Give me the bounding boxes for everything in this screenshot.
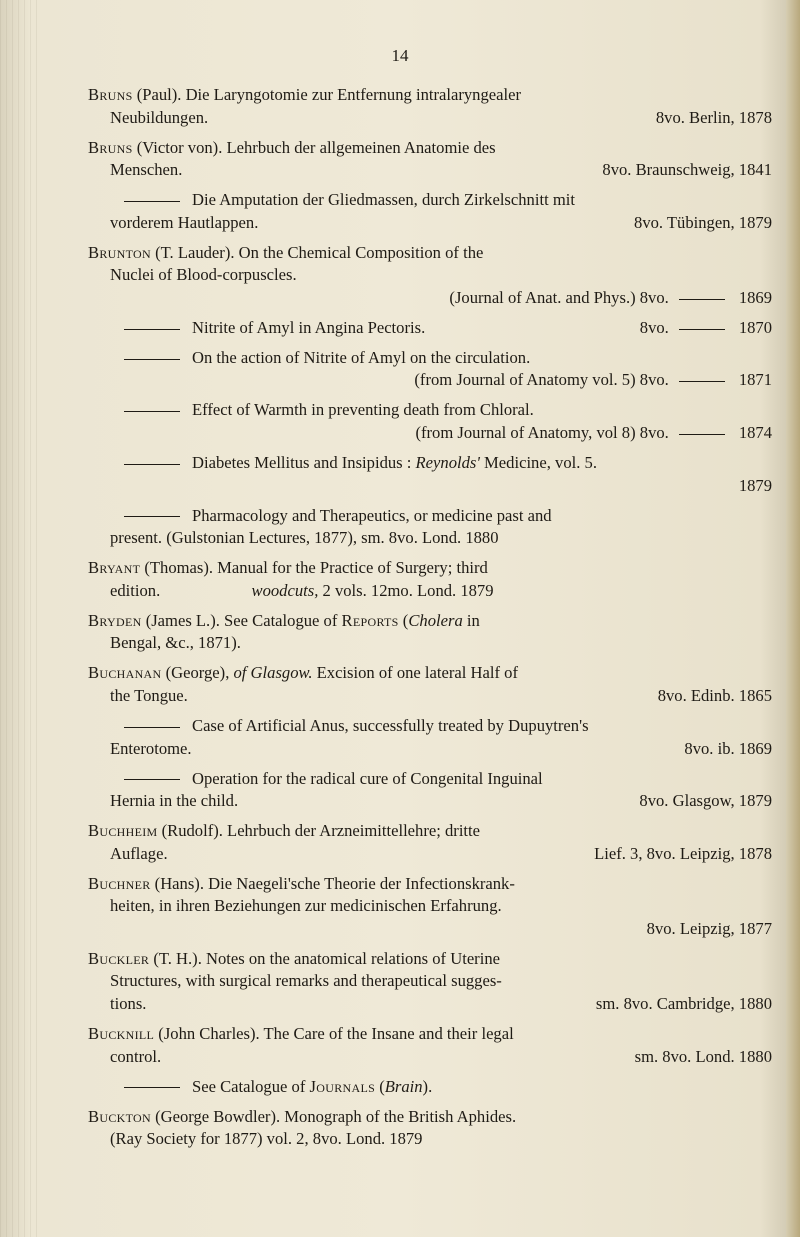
bibliography-entry xyxy=(88,820,772,865)
bibliography-entry xyxy=(88,557,772,602)
entry-title-cont: Structures, with surgical remarks and therapeutical sugges- xyxy=(110,971,502,991)
entry-catalogue-ref: Reports xyxy=(341,610,399,630)
entry-title-italic: Brain xyxy=(384,1076,423,1096)
bibliography-entry xyxy=(88,84,772,129)
bibliography-entry xyxy=(88,768,772,813)
entry-title-italic: woodcuts, xyxy=(251,580,319,600)
entry-imprint: 8vo. Glasgow, 1879 xyxy=(639,791,772,811)
entry-title: (John Charles). The Care of the Insane and their legal xyxy=(154,1024,514,1044)
bibliography-entry xyxy=(88,1023,772,1068)
entry-title: (James L.). See Catalogue of xyxy=(141,610,342,630)
bibliography-entry xyxy=(88,873,772,941)
bibliography-entry xyxy=(88,189,772,234)
bibliography-entry xyxy=(88,1106,772,1151)
entry-source: (from Journal of Anatomy vol. 5) 8vo. xyxy=(414,370,669,390)
entry-imprint: 8vo. Berlin, 1878 xyxy=(655,107,772,127)
entry-title-cont: vorderem Hautlappen. xyxy=(110,212,259,232)
gutter-shadow xyxy=(0,0,40,1237)
entry-title-italic: Cholera xyxy=(408,610,463,630)
bibliography-entry xyxy=(88,662,772,707)
entry-title: Effect of Warmth in preventing death from Chloral. xyxy=(192,400,534,420)
entry-author: Bruns xyxy=(88,137,133,157)
entry-punct: ). xyxy=(422,1076,433,1096)
entry-author: Buckton xyxy=(88,1106,151,1126)
entry-title: See Catalogue of xyxy=(192,1076,310,1096)
entry-imprint: Lief. 3, 8vo. Leipzig, 1878 xyxy=(594,843,772,863)
entry-title: (T. H.). Notes on the anatomical relations of Uterine xyxy=(149,948,500,968)
entry-author: Bryden xyxy=(88,610,142,630)
entry-title-cont: the Tongue. xyxy=(110,685,188,705)
ditto-dash xyxy=(124,201,180,202)
entry-title-cont: edition. xyxy=(110,580,161,600)
entry-author: Bruns xyxy=(88,85,133,104)
entry-imprint: 8vo. Leipzig, 1877 xyxy=(646,918,772,938)
entry-imprint: sm. 8vo. Cambridge, 1880 xyxy=(595,994,772,1014)
bibliography-entry xyxy=(88,347,772,392)
entry-source: (Journal of Anat. and Phys.) 8vo. xyxy=(449,287,669,307)
bibliography-entry xyxy=(88,137,772,182)
ditto-dash xyxy=(124,727,180,728)
bibliography-entry xyxy=(88,505,772,550)
entry-title: Diabetes Mellitus and Insipidus : xyxy=(192,453,416,473)
entry-title: (Victor von). Lehrbuch der allgemeinen Anatomie des xyxy=(132,137,496,157)
ditto-dash xyxy=(124,516,180,517)
entry-title: Case of Artificial Anus, successfully treated by Dupuytren's xyxy=(192,715,589,735)
entry-title-italic: of Glasgow. xyxy=(233,663,313,683)
entry-title-italic: Reynolds' xyxy=(415,453,480,473)
bibliography-entry xyxy=(88,1076,772,1099)
entry-author: Buckler xyxy=(88,948,150,968)
entry-title-cont: Hernia in the child. xyxy=(110,791,239,811)
entry-title: Nitrite of Amyl in Angina Pectoris. xyxy=(192,317,426,337)
entry-author: Bryant xyxy=(88,558,141,578)
entry-title-cont: Excision of one lateral Half of xyxy=(312,663,518,683)
entry-year: 1879 xyxy=(738,475,772,495)
ditto-dash xyxy=(679,381,725,382)
entry-punct: ( xyxy=(375,1076,385,1096)
entry-punct: ( xyxy=(398,610,409,630)
entry-title: Operation for the radical cure of Congenital Inguinal xyxy=(192,768,543,788)
entry-title-cont: in xyxy=(462,610,480,630)
page-edge xyxy=(786,0,800,1237)
entry-title: (Thomas). Manual for the Practice of Surgery; third xyxy=(140,558,488,578)
entry-year: 1870 xyxy=(738,317,772,337)
entry-title-cont: (Ray Society for 1877) vol. 2, 8vo. Lond. 1879 xyxy=(110,1129,423,1149)
bibliography-entry xyxy=(88,242,772,310)
entry-format: 8vo. xyxy=(639,317,669,337)
entry-year: 1874 xyxy=(738,423,772,443)
ditto-dash xyxy=(679,299,725,300)
entry-title-cont: Menschen. xyxy=(110,160,183,180)
entry-title-cont: heiten, in ihren Beziehungen zur medicinischen Erfahrung. xyxy=(110,896,502,916)
entry-title: (Rudolf). Lehrbuch der Arzneimittellehre; dritte xyxy=(157,821,481,841)
entry-imprint: 8vo. Tübingen, 1879 xyxy=(634,212,772,232)
entry-title-cont: tions. xyxy=(110,994,147,1014)
entry-imprint: 8vo. ib. 1869 xyxy=(684,738,772,758)
entry-title-cont: Auflage. xyxy=(110,843,168,863)
bibliography-entry xyxy=(88,715,772,760)
ditto-dash xyxy=(679,329,725,330)
ditto-dash xyxy=(124,329,180,330)
entry-title-cont: present. (Gulstonian Lectures, 1877), sm. 8vo. Lond. 1880 xyxy=(110,528,499,548)
ditto-dash xyxy=(124,411,180,412)
ditto-dash xyxy=(124,464,180,465)
entry-title: (Paul). Die Laryngotomie zur Entfernung intralaryngealer xyxy=(132,85,521,104)
entry-title-cont: Enterotome. xyxy=(110,738,192,758)
ditto-dash xyxy=(124,359,180,360)
entry-title-cont: Bengal, &c., 1871). xyxy=(110,633,241,653)
entry-title: (T. Lauder). On the Chemical Composition of the xyxy=(150,242,484,262)
entry-title: (Hans). Die Naegeli'sche Theorie der Infectionskrank- xyxy=(150,873,515,893)
entry-imprint: 2 vols. 12mo. Lond. 1879 xyxy=(322,580,494,600)
entry-title-cont: control. xyxy=(110,1046,162,1066)
entry-author: Buchheim xyxy=(88,821,158,841)
ditto-dash xyxy=(124,779,180,780)
entry-author: Buchanan xyxy=(88,663,162,683)
page-number: 14 xyxy=(391,46,409,65)
entry-title: Pharmacology and Therapeutics, or medicine past and xyxy=(192,505,552,525)
entry-author: Brunton xyxy=(88,242,151,262)
entry-catalogue-ref: Journals xyxy=(309,1076,376,1096)
entry-title-cont: Medicine, vol. 5. xyxy=(479,453,597,473)
bibliography-entry xyxy=(88,610,772,655)
bibliography-list xyxy=(88,84,772,1158)
entry-title: (George Bowdler). Monograph of the British Aphides. xyxy=(150,1106,517,1126)
ditto-dash xyxy=(124,1087,180,1088)
entry-title: On the action of Nitrite of Amyl on the circulation. xyxy=(192,347,531,367)
entry-imprint: 8vo. Edinb. 1865 xyxy=(657,685,772,705)
entry-title: Die Amputation der Gliedmassen, durch Zirkelschnitt mit xyxy=(192,190,575,210)
bibliography-entry xyxy=(88,948,772,1016)
entry-author: Buchner xyxy=(88,873,151,893)
entry-author: Bucknill xyxy=(88,1024,155,1044)
entry-year: 1871 xyxy=(738,370,772,390)
entry-year: 1869 xyxy=(738,287,772,307)
bibliography-entry xyxy=(88,452,772,497)
entry-title-cont: Nuclei of Blood-corpuscles. xyxy=(110,265,297,285)
entry-imprint: sm. 8vo. Lond. 1880 xyxy=(634,1046,772,1066)
entry-source: (from Journal of Anatomy, vol 8) 8vo. xyxy=(415,423,669,443)
bibliography-entry xyxy=(88,399,772,444)
bibliography-entry xyxy=(88,317,772,340)
entry-title-cont: Neubildungen. xyxy=(110,107,209,127)
entry-imprint: 8vo. Braunschweig, 1841 xyxy=(602,160,772,180)
entry-title: (George), xyxy=(161,663,234,683)
ditto-dash xyxy=(679,434,725,435)
